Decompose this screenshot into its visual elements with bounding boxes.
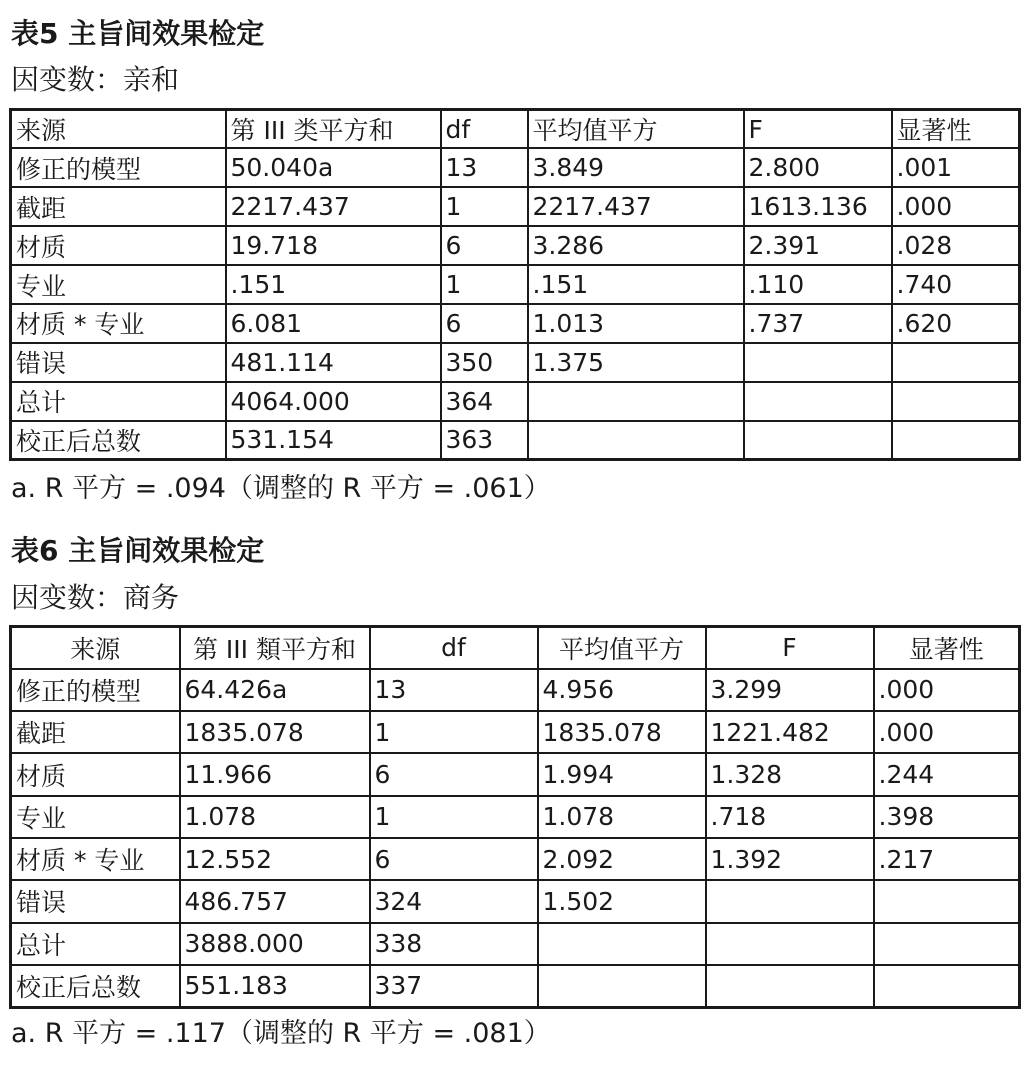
column-header: F <box>744 110 892 149</box>
column-header: 显著性 <box>874 627 1020 669</box>
table-cell: .620 <box>892 304 1020 343</box>
table-cell <box>874 965 1020 1007</box>
table-cell: .740 <box>892 265 1020 304</box>
row-label-cell: 总计 <box>11 923 180 965</box>
table-cell <box>892 382 1020 421</box>
row-label-cell: 截距 <box>11 187 226 226</box>
table-cell: .000 <box>892 187 1020 226</box>
table6 <box>9 625 1021 1009</box>
table-cell: 4064.000 <box>226 382 441 421</box>
row-label-cell: 修正的模型 <box>11 669 180 711</box>
table-cell: 64.426a <box>180 669 370 711</box>
column-header: 平均值平方 <box>528 110 744 149</box>
table-cell: 1221.482 <box>706 711 874 753</box>
table-cell: 4.956 <box>538 669 706 711</box>
row-label-cell: 材质 <box>11 753 180 795</box>
table-cell: 1 <box>370 711 538 753</box>
table-cell: 1.375 <box>528 343 744 382</box>
table-cell: .718 <box>706 796 874 838</box>
table-cell: .737 <box>744 304 892 343</box>
table-cell: 3.849 <box>528 148 744 187</box>
table-cell: 1.392 <box>706 838 874 880</box>
table-cell: 1 <box>441 265 528 304</box>
table-cell <box>706 923 874 965</box>
table-cell: 2217.437 <box>528 187 744 226</box>
row-label-cell: 错误 <box>11 343 226 382</box>
table-row <box>11 923 1020 965</box>
table-row <box>11 965 1020 1007</box>
table-cell: .110 <box>744 265 892 304</box>
table-cell: 19.718 <box>226 226 441 265</box>
table-cell: .217 <box>874 838 1020 880</box>
table-row <box>11 711 1020 753</box>
column-header: df <box>370 627 538 669</box>
table-cell: 6 <box>441 226 528 265</box>
table-cell <box>874 880 1020 922</box>
column-header: 第 III 類平方和 <box>180 627 370 669</box>
table6-body <box>11 669 1020 1007</box>
table-cell: 1835.078 <box>538 711 706 753</box>
row-label-cell: 材质 * 专业 <box>11 304 226 343</box>
table-cell: 3888.000 <box>180 923 370 965</box>
table-row <box>11 343 1020 382</box>
table-cell: 3.299 <box>706 669 874 711</box>
table-cell: 350 <box>441 343 528 382</box>
table-cell: 1613.136 <box>744 187 892 226</box>
table-cell: 1.994 <box>538 753 706 795</box>
table5-body <box>11 148 1020 459</box>
table-cell: 1 <box>370 796 538 838</box>
table5-footnote: a. R 平方 = .094（调整的 R 平方 = .061） <box>11 473 551 504</box>
table6-header <box>11 627 1020 669</box>
table-cell: .001 <box>892 148 1020 187</box>
table-cell: 486.757 <box>180 880 370 922</box>
table-cell: .398 <box>874 796 1020 838</box>
table-cell: 2.391 <box>744 226 892 265</box>
row-label-cell: 修正的模型 <box>11 148 226 187</box>
table-cell <box>538 965 706 1007</box>
table-cell: 11.966 <box>180 753 370 795</box>
table-row <box>11 421 1020 460</box>
row-label-cell: 错误 <box>11 880 180 922</box>
table-cell: .028 <box>892 226 1020 265</box>
table-cell: 1.078 <box>180 796 370 838</box>
table-cell <box>528 421 744 460</box>
table6-title: 表6 主旨间效果检定 <box>11 534 265 567</box>
row-label-cell: 总计 <box>11 382 226 421</box>
table-row <box>11 148 1020 187</box>
column-header: 显著性 <box>892 110 1020 149</box>
table-cell: 338 <box>370 923 538 965</box>
table-row <box>11 265 1020 304</box>
row-label-cell: 专业 <box>11 265 226 304</box>
table-cell: 1.328 <box>706 753 874 795</box>
column-header: df <box>441 110 528 149</box>
table-cell <box>874 923 1020 965</box>
table-cell: .151 <box>528 265 744 304</box>
table-cell: 2.092 <box>538 838 706 880</box>
table-cell: 324 <box>370 880 538 922</box>
table-cell: 1.078 <box>538 796 706 838</box>
table-cell: 2217.437 <box>226 187 441 226</box>
table-row <box>11 669 1020 711</box>
table-cell: 6 <box>370 753 538 795</box>
table-cell: .000 <box>874 669 1020 711</box>
column-header: 来源 <box>11 627 180 669</box>
column-header: F <box>706 627 874 669</box>
column-header: 来源 <box>11 110 226 149</box>
table-cell: 12.552 <box>180 838 370 880</box>
table-cell <box>528 382 744 421</box>
table5 <box>9 108 1021 461</box>
table-cell: .000 <box>874 711 1020 753</box>
table6-dependent-variable: 因变数：商务 <box>11 581 180 614</box>
row-label-cell: 校正后总数 <box>11 965 180 1007</box>
table-row <box>11 382 1020 421</box>
row-label-cell: 截距 <box>11 711 180 753</box>
row-label-cell: 专业 <box>11 796 180 838</box>
table-cell: 551.183 <box>180 965 370 1007</box>
table-cell <box>744 421 892 460</box>
table6-header-row <box>11 627 1020 669</box>
table-cell: 481.114 <box>226 343 441 382</box>
table-cell: 50.040a <box>226 148 441 187</box>
table-cell: 13 <box>441 148 528 187</box>
table-row <box>11 753 1020 795</box>
table-cell: 1.013 <box>528 304 744 343</box>
table-cell: 6 <box>370 838 538 880</box>
table5-title: 表5 主旨间效果检定 <box>11 17 265 50</box>
table-row <box>11 838 1020 880</box>
table-cell <box>744 382 892 421</box>
table-cell <box>892 343 1020 382</box>
column-header: 第 III 类平方和 <box>226 110 441 149</box>
table-cell: 3.286 <box>528 226 744 265</box>
table-cell: 531.154 <box>226 421 441 460</box>
row-label-cell: 材质 <box>11 226 226 265</box>
table-cell <box>706 965 874 1007</box>
table-cell: 13 <box>370 669 538 711</box>
table-cell <box>892 421 1020 460</box>
table-row <box>11 187 1020 226</box>
table-cell: 2.800 <box>744 148 892 187</box>
table5-dependent-variable: 因变数：亲和 <box>11 63 180 96</box>
table-row <box>11 880 1020 922</box>
table-row <box>11 226 1020 265</box>
table-cell: 1.502 <box>538 880 706 922</box>
table-row <box>11 304 1020 343</box>
column-header: 平均值平方 <box>538 627 706 669</box>
table-cell: 6.081 <box>226 304 441 343</box>
table-row <box>11 796 1020 838</box>
table6-footnote: a. R 平方 = .117（调整的 R 平方 = .081） <box>11 1018 551 1049</box>
table-cell <box>706 880 874 922</box>
table-cell: .151 <box>226 265 441 304</box>
table-cell: 1835.078 <box>180 711 370 753</box>
table-cell: 1 <box>441 187 528 226</box>
table-cell: 337 <box>370 965 538 1007</box>
row-label-cell: 校正后总数 <box>11 421 226 460</box>
table-cell: 363 <box>441 421 528 460</box>
table-cell: 364 <box>441 382 528 421</box>
row-label-cell: 材质 * 专业 <box>11 838 180 880</box>
table-cell <box>538 923 706 965</box>
table-cell <box>744 343 892 382</box>
table-cell: 6 <box>441 304 528 343</box>
table-cell: .244 <box>874 753 1020 795</box>
table5-header <box>11 110 1020 149</box>
table5-header-row <box>11 110 1020 149</box>
